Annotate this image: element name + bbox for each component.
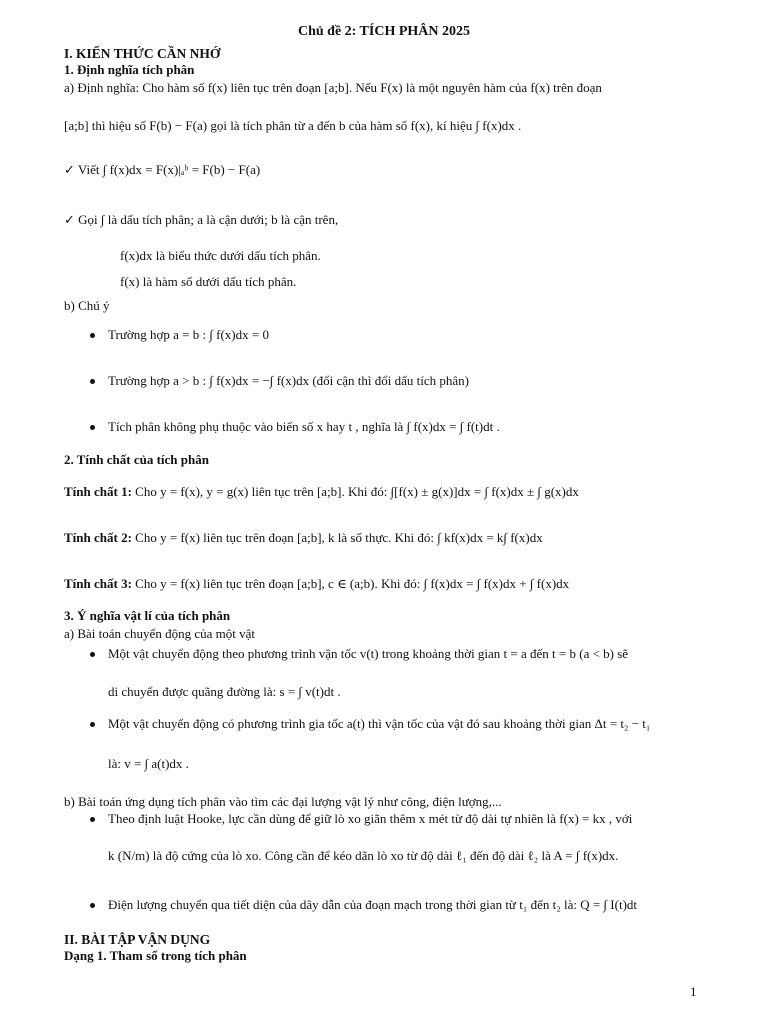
note-heading: b) Chú ý xyxy=(64,298,110,313)
subheading-physics: 3. Ý nghĩa vật lí của tích phân xyxy=(64,608,231,623)
property-3-text: Cho y = f(x) liên tục trên đoạn [a;b], c ∈ (a;b). Khi đó: ∫ f(x)dx = ∫ f(x)dx + ∫ f(x)dx xyxy=(135,576,570,591)
physics-velocity-line-1: Một vật chuyển động theo phương trình vận tốc v(t) trong khoảng thời gian t = a đến t = b (a < b) sẽ xyxy=(108,646,629,661)
property-1-text: Cho y = f(x), y = g(x) liên tục trên [a;b]. Khi đó: ∫[f(x) ± g(x)]dx = ∫ f(x)dx ± ∫ g(x)dx xyxy=(135,484,579,499)
definition-line-2: [a;b] thì hiệu số F(b) − F(a) gọi là tích phân từ a đến b của hàm số f(x), kí hiệu ∫ f(x)dx . xyxy=(64,118,522,133)
notation-integrand-function: f(x) là hàm số dưới dấu tích phân. xyxy=(120,274,297,289)
subheading-parameter-integrals: Dạng 1. Tham số trong tích phân xyxy=(64,948,247,963)
property-2-text: Cho y = f(x) liên tục trên đoạn [a;b], k là số thực. Khi đó: ∫ kf(x)dx = k∫ f(x)dx xyxy=(135,530,543,545)
note-case-greater: Trường hợp a > b : ∫ f(x)dx = −∫ f(x)dx (đổi cận thì đổi dấu tích phân) xyxy=(108,373,470,388)
property-2 xyxy=(64,530,543,546)
notation-call: ✓ Gọi ∫ là dấu tích phân; a là cận dưới; b là cận trên, xyxy=(64,212,339,227)
notation-write: ✓ Viết ∫ f(x)dx = F(x)|ₐᵇ = F(b) − F(a) xyxy=(64,162,261,177)
page-title: Chủ đề 2: TÍCH PHÂN 2025 xyxy=(297,24,471,39)
physics-acceleration-line-1: Một vật chuyển động có phương trình gia tốc a(t) thì vận tốc của vật đó sau khoảng thời gian Δt = t₂ − t₁ xyxy=(108,716,651,731)
page-number: 1 xyxy=(690,984,697,999)
subheading-definition: 1. Định nghĩa tích phân xyxy=(64,62,195,77)
bullet-icon xyxy=(90,903,95,908)
physics-velocity-line-2: di chuyển được quãng đường là: s = ∫ v(t)dt . xyxy=(108,684,341,699)
property-1 xyxy=(64,484,579,500)
bullet-icon xyxy=(90,652,95,657)
electric-charge-line: Điện lượng chuyển qua tiết diện của dây dẫn của đoạn mạch trong thời gian từ t₁ đến t₂ là: Q = ∫ I(t)dt xyxy=(108,897,638,912)
property-3 xyxy=(64,576,569,592)
definition-line-1: a) Định nghĩa: Cho hàm số f(x) liên tục trên đoạn [a;b]. Nếu F(x) là một nguyên hàm của f(x) trên đoạn xyxy=(64,80,602,95)
bullet-icon xyxy=(90,817,95,822)
bullet-icon xyxy=(90,379,95,384)
physics-motion-heading: a) Bài toán chuyển động của một vật xyxy=(64,626,255,641)
note-variable-independence: Tích phân không phụ thuộc vào biến số x hay t , nghĩa là ∫ f(x)dx = ∫ f(t)dt . xyxy=(108,419,500,434)
property-2-label: Tính chất 2: xyxy=(64,530,132,545)
section-heading-knowledge: I. KIẾN THỨC CẦN NHỚ xyxy=(64,46,221,61)
property-1-label: Tính chất 1: xyxy=(64,484,132,499)
notation-integrand-expression: f(x)dx là biểu thức dưới dấu tích phân. xyxy=(120,248,321,263)
physics-acceleration-line-2: là: v = ∫ a(t)dx . xyxy=(108,756,189,771)
property-3-label: Tính chất 3: xyxy=(64,576,132,591)
hooke-line-2: k (N/m) là độ cứng của lò xo. Công cần để kéo dãn lò xo từ độ dài ℓ₁ đến độ dài ℓ₂ là A = ∫ f(x)dx. xyxy=(108,848,619,863)
section-heading-exercises: II. BÀI TẬP VẬN DỤNG xyxy=(64,932,211,947)
subheading-properties: 2. Tính chất của tích phân xyxy=(64,452,209,467)
physics-applications-heading: b) Bài toán ứng dụng tích phân vào tìm các đại lượng vật lý như công, điện lượng,... xyxy=(64,794,502,809)
hooke-line-1: Theo định luật Hooke, lực cần dùng để giữ lò xo giãn thêm x mét từ độ dài tự nhiên là f(x) = kx , với xyxy=(108,811,633,826)
note-case-equal: Trường hợp a = b : ∫ f(x)dx = 0 xyxy=(108,327,269,342)
bullet-icon xyxy=(90,333,95,338)
bullet-icon xyxy=(90,425,95,430)
bullet-icon xyxy=(90,722,95,727)
